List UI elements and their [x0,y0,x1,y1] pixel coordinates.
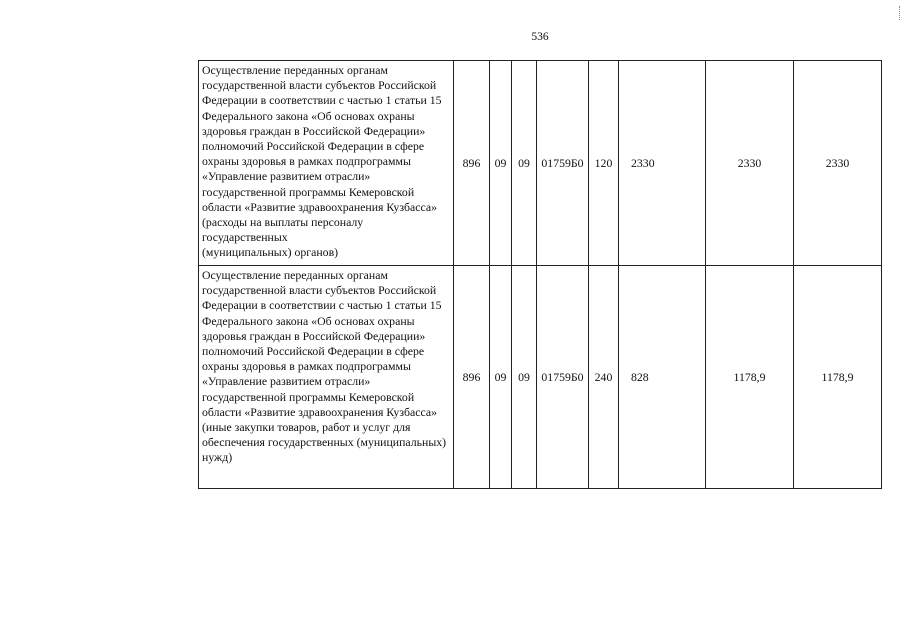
target-article-code: 01759Б0 [537,266,589,489]
table-row [199,61,882,266]
description-line: «Управление развитием отрасли» [202,169,371,184]
amount-year-3: 1178,9 [794,266,882,489]
table-row [199,266,882,489]
row-description [199,61,454,266]
description-line: полномочий Российской Федерации в сфере [202,344,425,359]
description-line: охраны здоровья в рамках подпрограммы [202,359,411,374]
amount-year-1: 2330 [619,61,706,266]
page-number: 536 [531,31,549,43]
description-line: Федерации в соответствии с частью 1 статьи 15 [202,298,442,313]
description-line: «Управление развитием отрасли» [202,374,371,389]
budget-table [198,60,882,489]
subsection-code: 09 [512,61,537,266]
expense-type-code: 120 [589,61,619,266]
section-code: 09 [490,61,512,266]
amount-year-1: 828 [619,266,706,489]
description-line: области «Развитие здравоохранения Кузбасса» [202,404,437,419]
description-line: (иные закупки товаров, работ и услуг для [202,420,411,435]
description-line: Федерации в соответствии с частью 1 статьи 15 [202,93,442,108]
scan-edge-mark [899,6,901,20]
row-description [199,266,454,489]
ministry-code: 896 [454,61,490,266]
description-line: государственной власти субъектов Российской [202,78,437,93]
amount-year-2: 1178,9 [706,266,794,489]
amount-year-2: 2330 [706,61,794,266]
description-line: здоровья граждан в Российской Федерации» [202,328,426,343]
target-article-code: 01759Б0 [537,61,589,266]
description-line: нужд) [202,450,233,465]
description-line: (муниципальных) органов) [202,245,339,260]
description-line: Осуществление переданных органам [202,63,388,77]
expense-type-code: 240 [589,266,619,489]
description-line: охраны здоровья в рамках подпрограммы [202,154,411,169]
description-line: полномочий Российской Федерации в сфере [202,139,425,154]
description-line: области «Развитие здравоохранения Кузбасса» [202,199,437,214]
description-line: государственной программы Кемеровской [202,389,415,404]
description-line: Федерального закона «Об основах охраны [202,108,415,123]
ministry-code: 896 [454,266,490,489]
description-line: Федерального закона «Об основах охраны [202,313,415,328]
description-line: государственной программы Кемеровской [202,184,415,199]
section-code: 09 [490,266,512,489]
subsection-code: 09 [512,266,537,489]
description-line: (расходы на выплаты персоналу государственных [202,215,364,245]
amount-year-3: 2330 [794,61,882,266]
description-line: Осуществление переданных органам [202,268,388,282]
description-line: здоровья граждан в Российской Федерации» [202,123,426,138]
description-line: обеспечения государственных (муниципальных) [202,435,447,450]
description-line: государственной власти субъектов Российской [202,283,437,298]
